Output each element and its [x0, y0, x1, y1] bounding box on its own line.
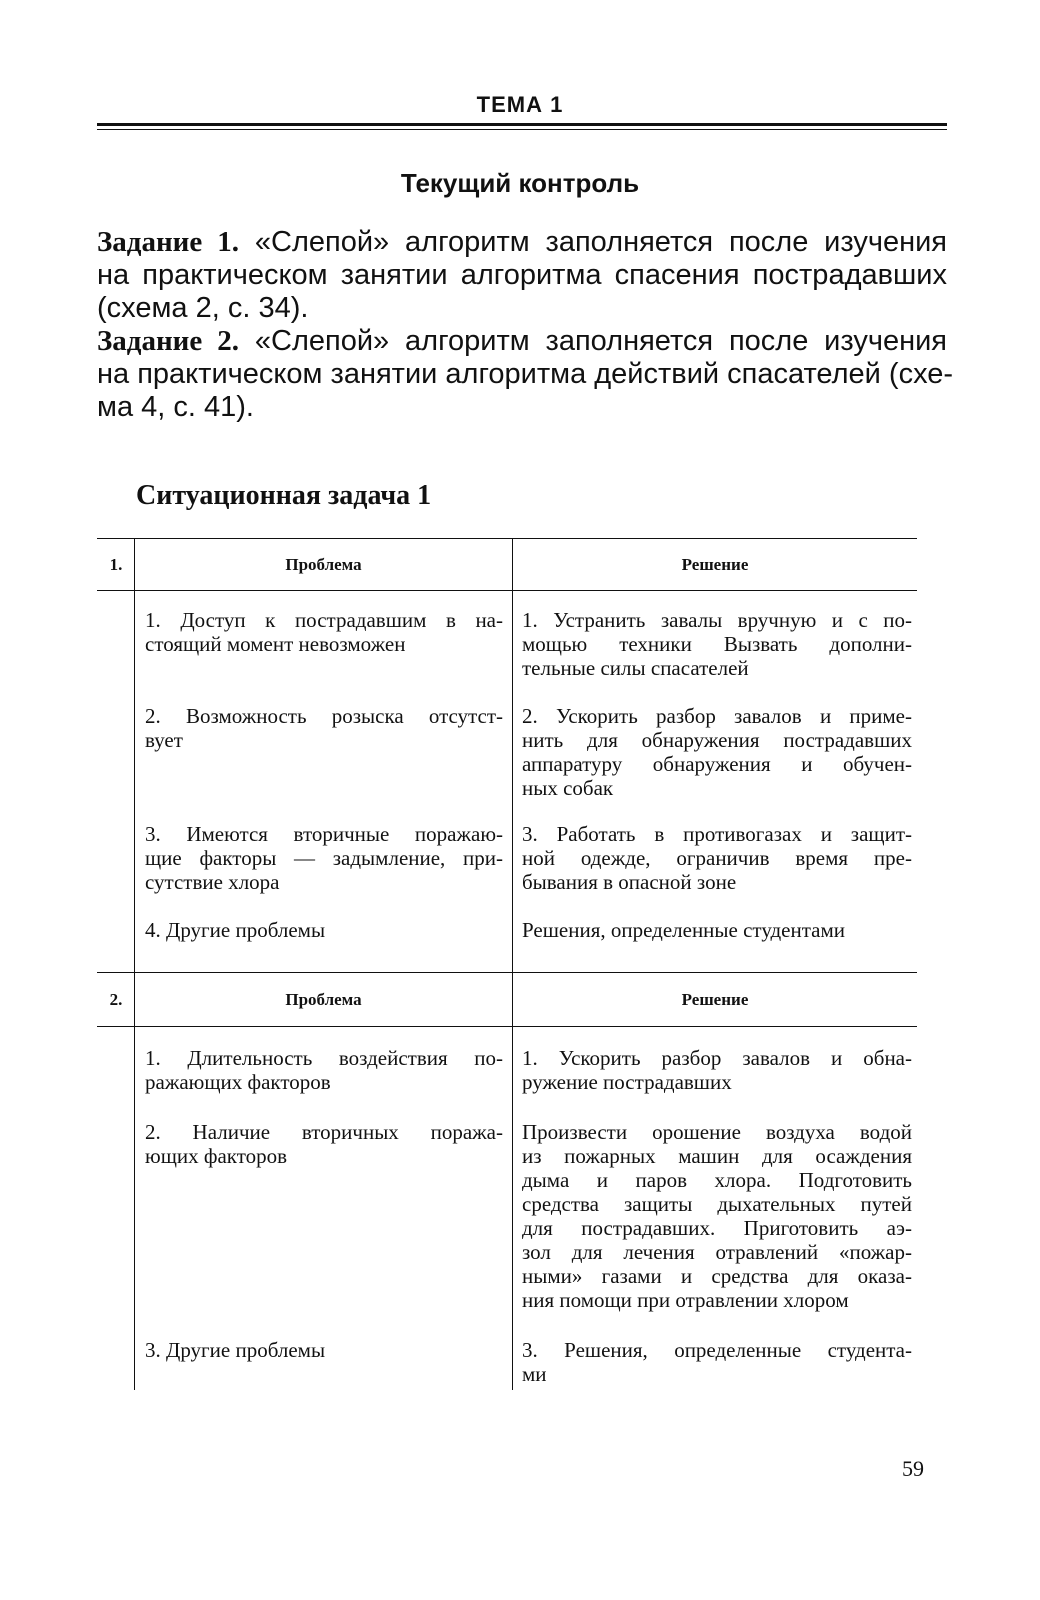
table-row-2-2-problem: 2. Наличие вторичных поража- ющих факторов [145, 1120, 503, 1168]
task-2-line-3: ма 4, с. 41). [97, 391, 254, 423]
group-2-solution-header: Решение [681, 990, 749, 1009]
table-row-1-1-problem: 1. Доступ к пострадавшим в на- стоящий момент невозможен [145, 608, 503, 656]
task-2-paragraph [97, 325, 954, 424]
table-row-2-1-problem: 1. Длительность воздействия по- ражающих факторов [145, 1046, 503, 1094]
table-row-1-3-solution: 3. Работать в противогазах и защит- ной одежде, ограничив время пре- бывания в опасной зоне [522, 822, 912, 894]
table-row-1-4-solution: Решения, определенные студентами [522, 918, 846, 942]
group-1-solution-header: Решение [681, 555, 749, 574]
task-1-line-2: на практическом занятии алгоритма спасения пострадавших [97, 259, 947, 291]
number-column-divider [134, 538, 135, 1390]
group-1-problem-header: Проблема [285, 555, 362, 574]
table-row-1-3-problem: 3. Имеются вторичные поражаю- щие факторы — задымление, при- сутствие хлора [145, 822, 503, 894]
table-row-1-2-problem: 2. Возможность розыска отсутст- вует [145, 704, 503, 752]
group-2-top-rule [97, 972, 917, 973]
table-row-1-2-solution: 2. Ускорить разбор завалов и приме- нить для обнаружения пострадавших аппаратуру обнаружения и обучен- ных собак [522, 704, 912, 800]
table-top-rule [97, 538, 917, 539]
section-title: Текущий контроль [400, 168, 640, 198]
task-2-line-1: Задание 2. «Слепой» алгоритм заполняется после изучения [97, 325, 947, 357]
header-rule-thin [97, 129, 947, 130]
problem-solution-divider [512, 538, 513, 1390]
task-1-line-1: Задание 1. «Слепой» алгоритм заполняется после изучения [97, 226, 947, 258]
table-row-2-1-solution: 1. Ускорить разбор завалов и обна- ружение пострадавших [522, 1046, 912, 1094]
group-1-header-rule [97, 590, 917, 591]
table-row-1-1-solution: 1. Устранить завалы вручную и с по- мощью техники Вызвать дополни- тельные силы спасателей [522, 608, 912, 680]
task-1-line-3: (схема 2, с. 34). [97, 292, 309, 324]
situation-title: Ситуационная задача 1 [136, 480, 432, 511]
task-2-label: Задание 2. [97, 325, 240, 357]
page-number: 59 [902, 1456, 924, 1481]
running-header: ТЕМА 1 [476, 92, 564, 117]
table-row-1-4-problem: 4. Другие проблемы [145, 918, 326, 942]
table-row-2-3-solution: 3. Решения, определенные студента- ми [522, 1338, 912, 1386]
table-row-2-2-solution: Произвести орошение воздуха водой из пожарных машин для осаждения дыма и паров хлора. Подготовить средства защиты дыхательных путей для пострадавших. Приготовить аэ- зол для лечения отравлений «пожар- ными» газами и средства для оказа- ния помощи при отравлении хлором [522, 1120, 912, 1312]
header-rule-thick [97, 123, 947, 126]
table-row-2-3-problem: 3. Другие проблемы [145, 1338, 326, 1362]
group-2-number: 2. [109, 990, 123, 1009]
group-1-number: 1. [109, 555, 123, 574]
task-1-label: Задание 1. [97, 226, 240, 258]
group-2-problem-header: Проблема [285, 990, 362, 1009]
group-2-header-rule [97, 1026, 917, 1027]
task-1-paragraph [97, 226, 947, 325]
task-2-line-2: на практическом занятии алгоритма действий спасателей (схе- [97, 358, 954, 390]
